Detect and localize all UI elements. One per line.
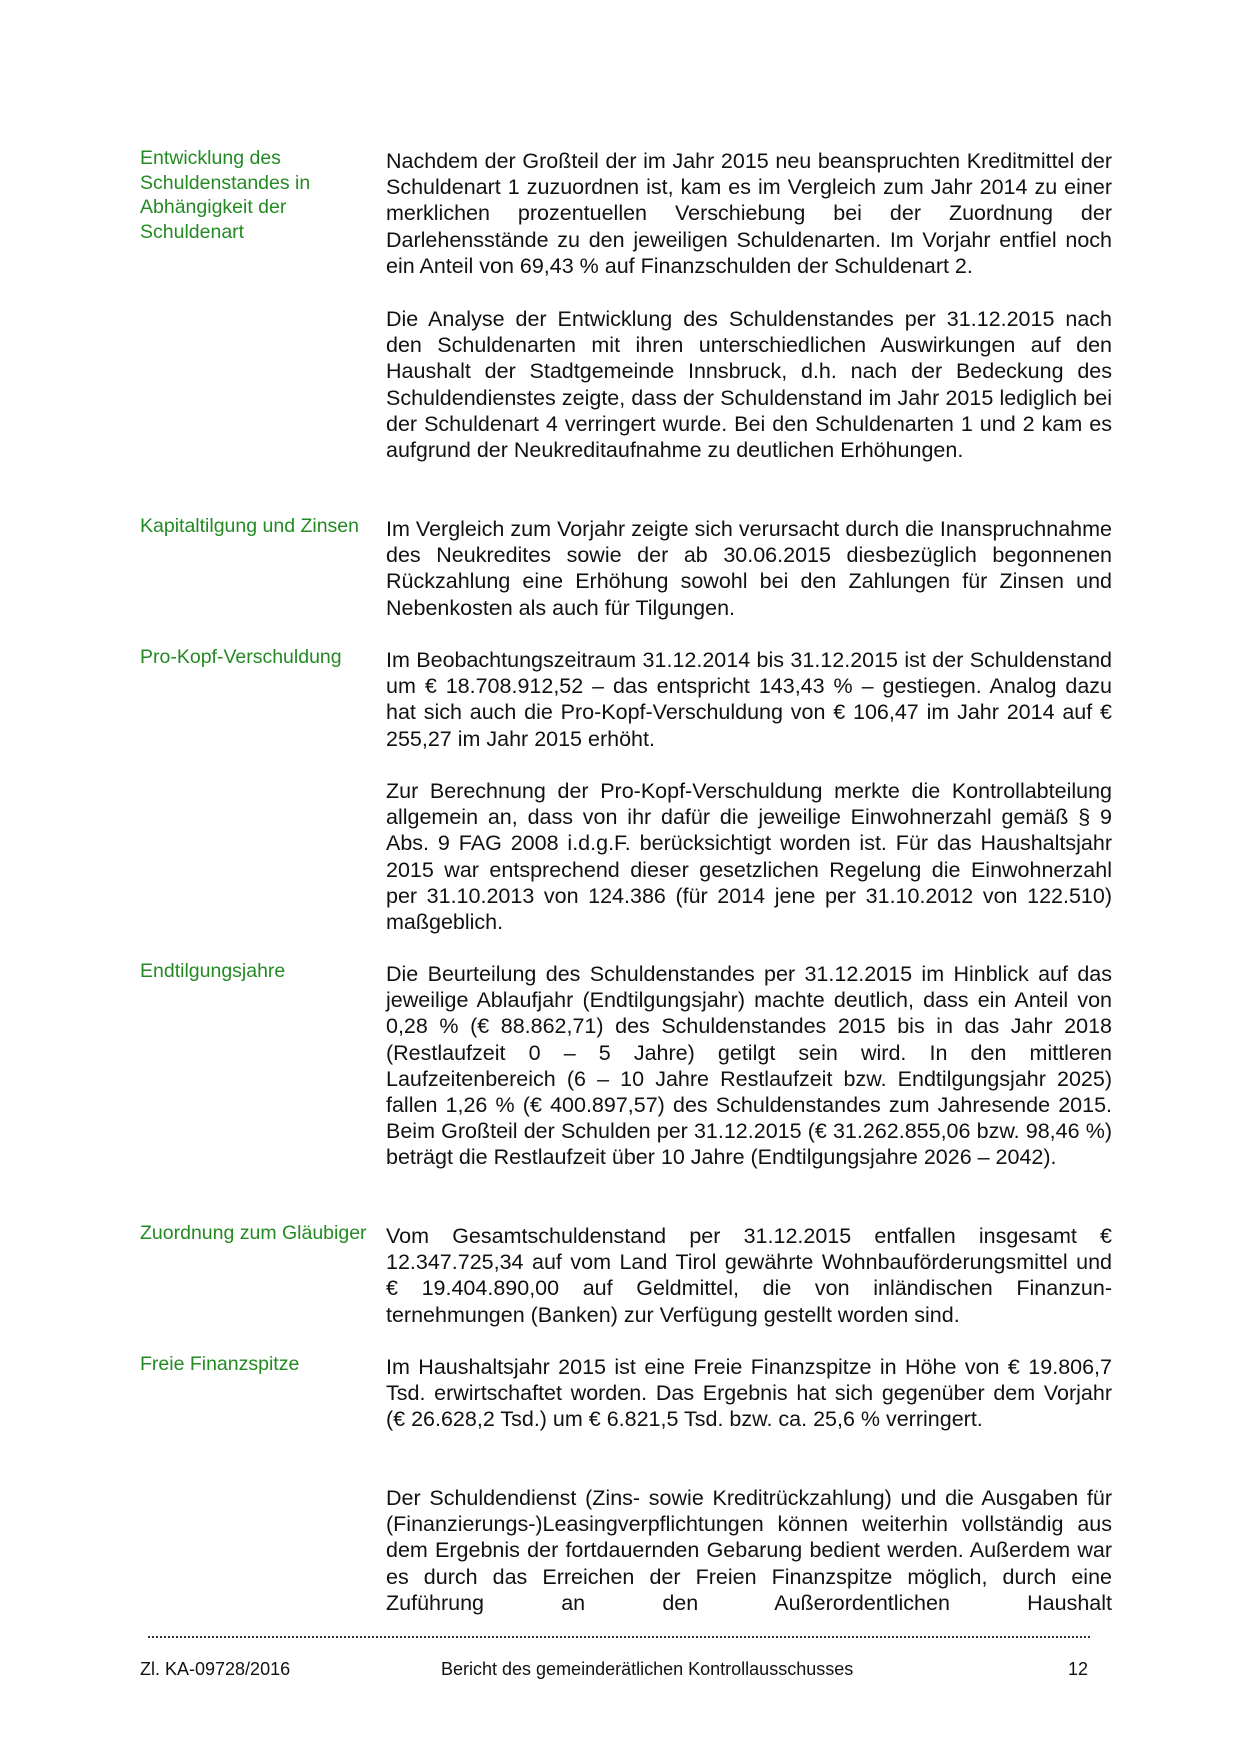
section-label-kapitaltilgung: Kapitaltilgung und Zinsen bbox=[140, 515, 359, 537]
paragraph-kapitaltilgung: Im Vergleich zum Vorjahr zeigte sich verursacht durch die Inanspruchnahme des Neukredites sowie der ab 30.06.2015 diesbezüglich begonnenen Rückzahlung eine Erhöhung sowohl bei den Zahlungen für Zinsen und Nebenkosten als auch für Tilgungen. bbox=[386, 517, 1112, 620]
footer-reference: Zl. KA-09728/2016 bbox=[140, 1659, 291, 1679]
footer-title: Bericht des gemeinderätlichen Kontrollausschusses bbox=[441, 1659, 854, 1679]
paragraph-finanzspitze-1: Im Haushaltsjahr 2015 ist eine Freie Finanzspitze in Höhe von € 19.806,7 Tsd. erwirtschaftet worden. Das Ergebnis hat sich gegenüber dem Vorjahr (€ 26.628,2 Tsd.) um € 6.821,5 Tsd. bzw. ca. 25,6 % verringert. bbox=[386, 1355, 1112, 1432]
section-label-schuldenart: Entwicklung des Schuldenstandes in Abhängigkeit der Schuldenart bbox=[140, 147, 311, 243]
section-label-finanzspitze: Freie Finanzspitze bbox=[140, 1353, 300, 1375]
section-label-pro-kopf: Pro-Kopf-Verschuldung bbox=[140, 646, 342, 668]
paragraph-schuldenart-2: Die Analyse der Entwicklung des Schuldenstandes per 31.12.2015 nach den Schuldenarten mit ihren unterschiedlichen Auswirkungen auf den Haushalt der Stadtgemeinde Innsbruck, d.h. nach der Bedeckung des Schuldendienstes zeigte, dass der Schuldenstand im Jahr 2015 lediglich bei der Schuldenart 4 verringert wurde. Bei den Schuldenarten 1 und 2 kam es aufgrund der Neukreditaufnahme zu deutlichen Erhöhungen. bbox=[386, 307, 1112, 463]
paragraph-glaeubiger: Vom Gesamtschuldenstand per 31.12.2015 entfallen insgesamt € 12.347.725,34 auf vom Land Tirol gewährte Wohnbauförderungsmittel und € 19.404.890,00 auf Geldmittel, die von inländischen Finanzunternehmungen (Banken) zur Verfügung gestellt worden sind. bbox=[386, 1224, 1112, 1327]
paragraph-schuldenart-1: Nachdem der Großteil der im Jahr 2015 neu beanspruchten Kreditmittel der Schuldenart 1 zuzuordnen ist, kam es im Vergleich zum Jahr 2014 zu einer merklichen prozentuellen Verschiebung bei der Zuordnung der Darlehensstände zu den jeweiligen Schuldenarten. Im Vorjahr entfiel noch ein Anteil von 69,43 % auf Finanzschulden der Schuldenart 2. bbox=[386, 149, 1112, 278]
paragraph-endtilgung: Die Beurteilung des Schuldenstandes per 31.12.2015 im Hinblick auf das jeweilige Ablaufjahr (Endtilgungsjahr) machte deutlich, dass ein Anteil von 0,28 % (€ 88.862,71) des Schuldenstandes 2015 bis in das Jahr 2018 (Restlaufzeit 0 – 5 Jahre) getilgt sein wird. In den mittleren Laufzeitenbereich (6 – 10 Jahre Restlaufzeit bzw. Endtilgungsjahr 2025) fallen 1,26 % (€ 400.897,57) des Schuldenstandes zum Jahresende 2015. Beim Großteil der Schulden per 31.12.2015 (€ 31.262.855,06 bzw. 98,46 %) beträgt die Restlaufzeit über 10 Jahre (Endtilgungsjahre 2026 – 2042). bbox=[386, 962, 1112, 1170]
paragraph-pro-kopf-2: Zur Berechnung der Pro-Kopf-Verschuldung merkte die Kontrollabteilung allgemein an, dass von ihr dafür die jeweilige Einwohnerzahl gemäß § 9 Abs. 9 FAG 2008 i.d.g.F. berücksichtigt worden ist. Für das Haushaltsjahr 2015 war entsprechend dieser gesetzlichen Regelung die Einwohnerzahl per 31.10.2013 von 124.386 (für 2014 jene per 31.10.2012 von 122.510) maßgeblich. bbox=[386, 779, 1112, 935]
section-label-endtilgung: Endtilgungsjahre bbox=[140, 960, 286, 982]
footer-dotted-rule bbox=[148, 1636, 1090, 1638]
footer-page-number: 12 bbox=[1068, 1659, 1089, 1679]
paragraph-pro-kopf-1: Im Beobachtungszeitraum 31.12.2014 bis 31.12.2015 ist der Schuldenstand um € 18.708.912,52 – das entspricht 143,43 % – gestiegen. Analog dazu hat sich auch die Pro-Kopf-Verschuldung von € 106,47 im Jahr 2014 auf € 255,27 im Jahr 2015 erhöht. bbox=[386, 648, 1112, 751]
paragraph-finanzspitze-2: Der Schuldendienst (Zins- sowie Kreditrückzahlung) und die Ausgaben für (Finanzierungs-)Leasingverpflichtungen können weiterhin vollständig aus dem Ergebnis der fortdauernden Gebarung bedient werden. Außerdem war es durch das Erreichen der Freien Finanzspitze möglich, durch eine Zuführung an den Außerordentlichen Haushalt bbox=[386, 1486, 1112, 1615]
section-label-glaeubiger: Zuordnung zum Gläubiger bbox=[140, 1222, 367, 1244]
